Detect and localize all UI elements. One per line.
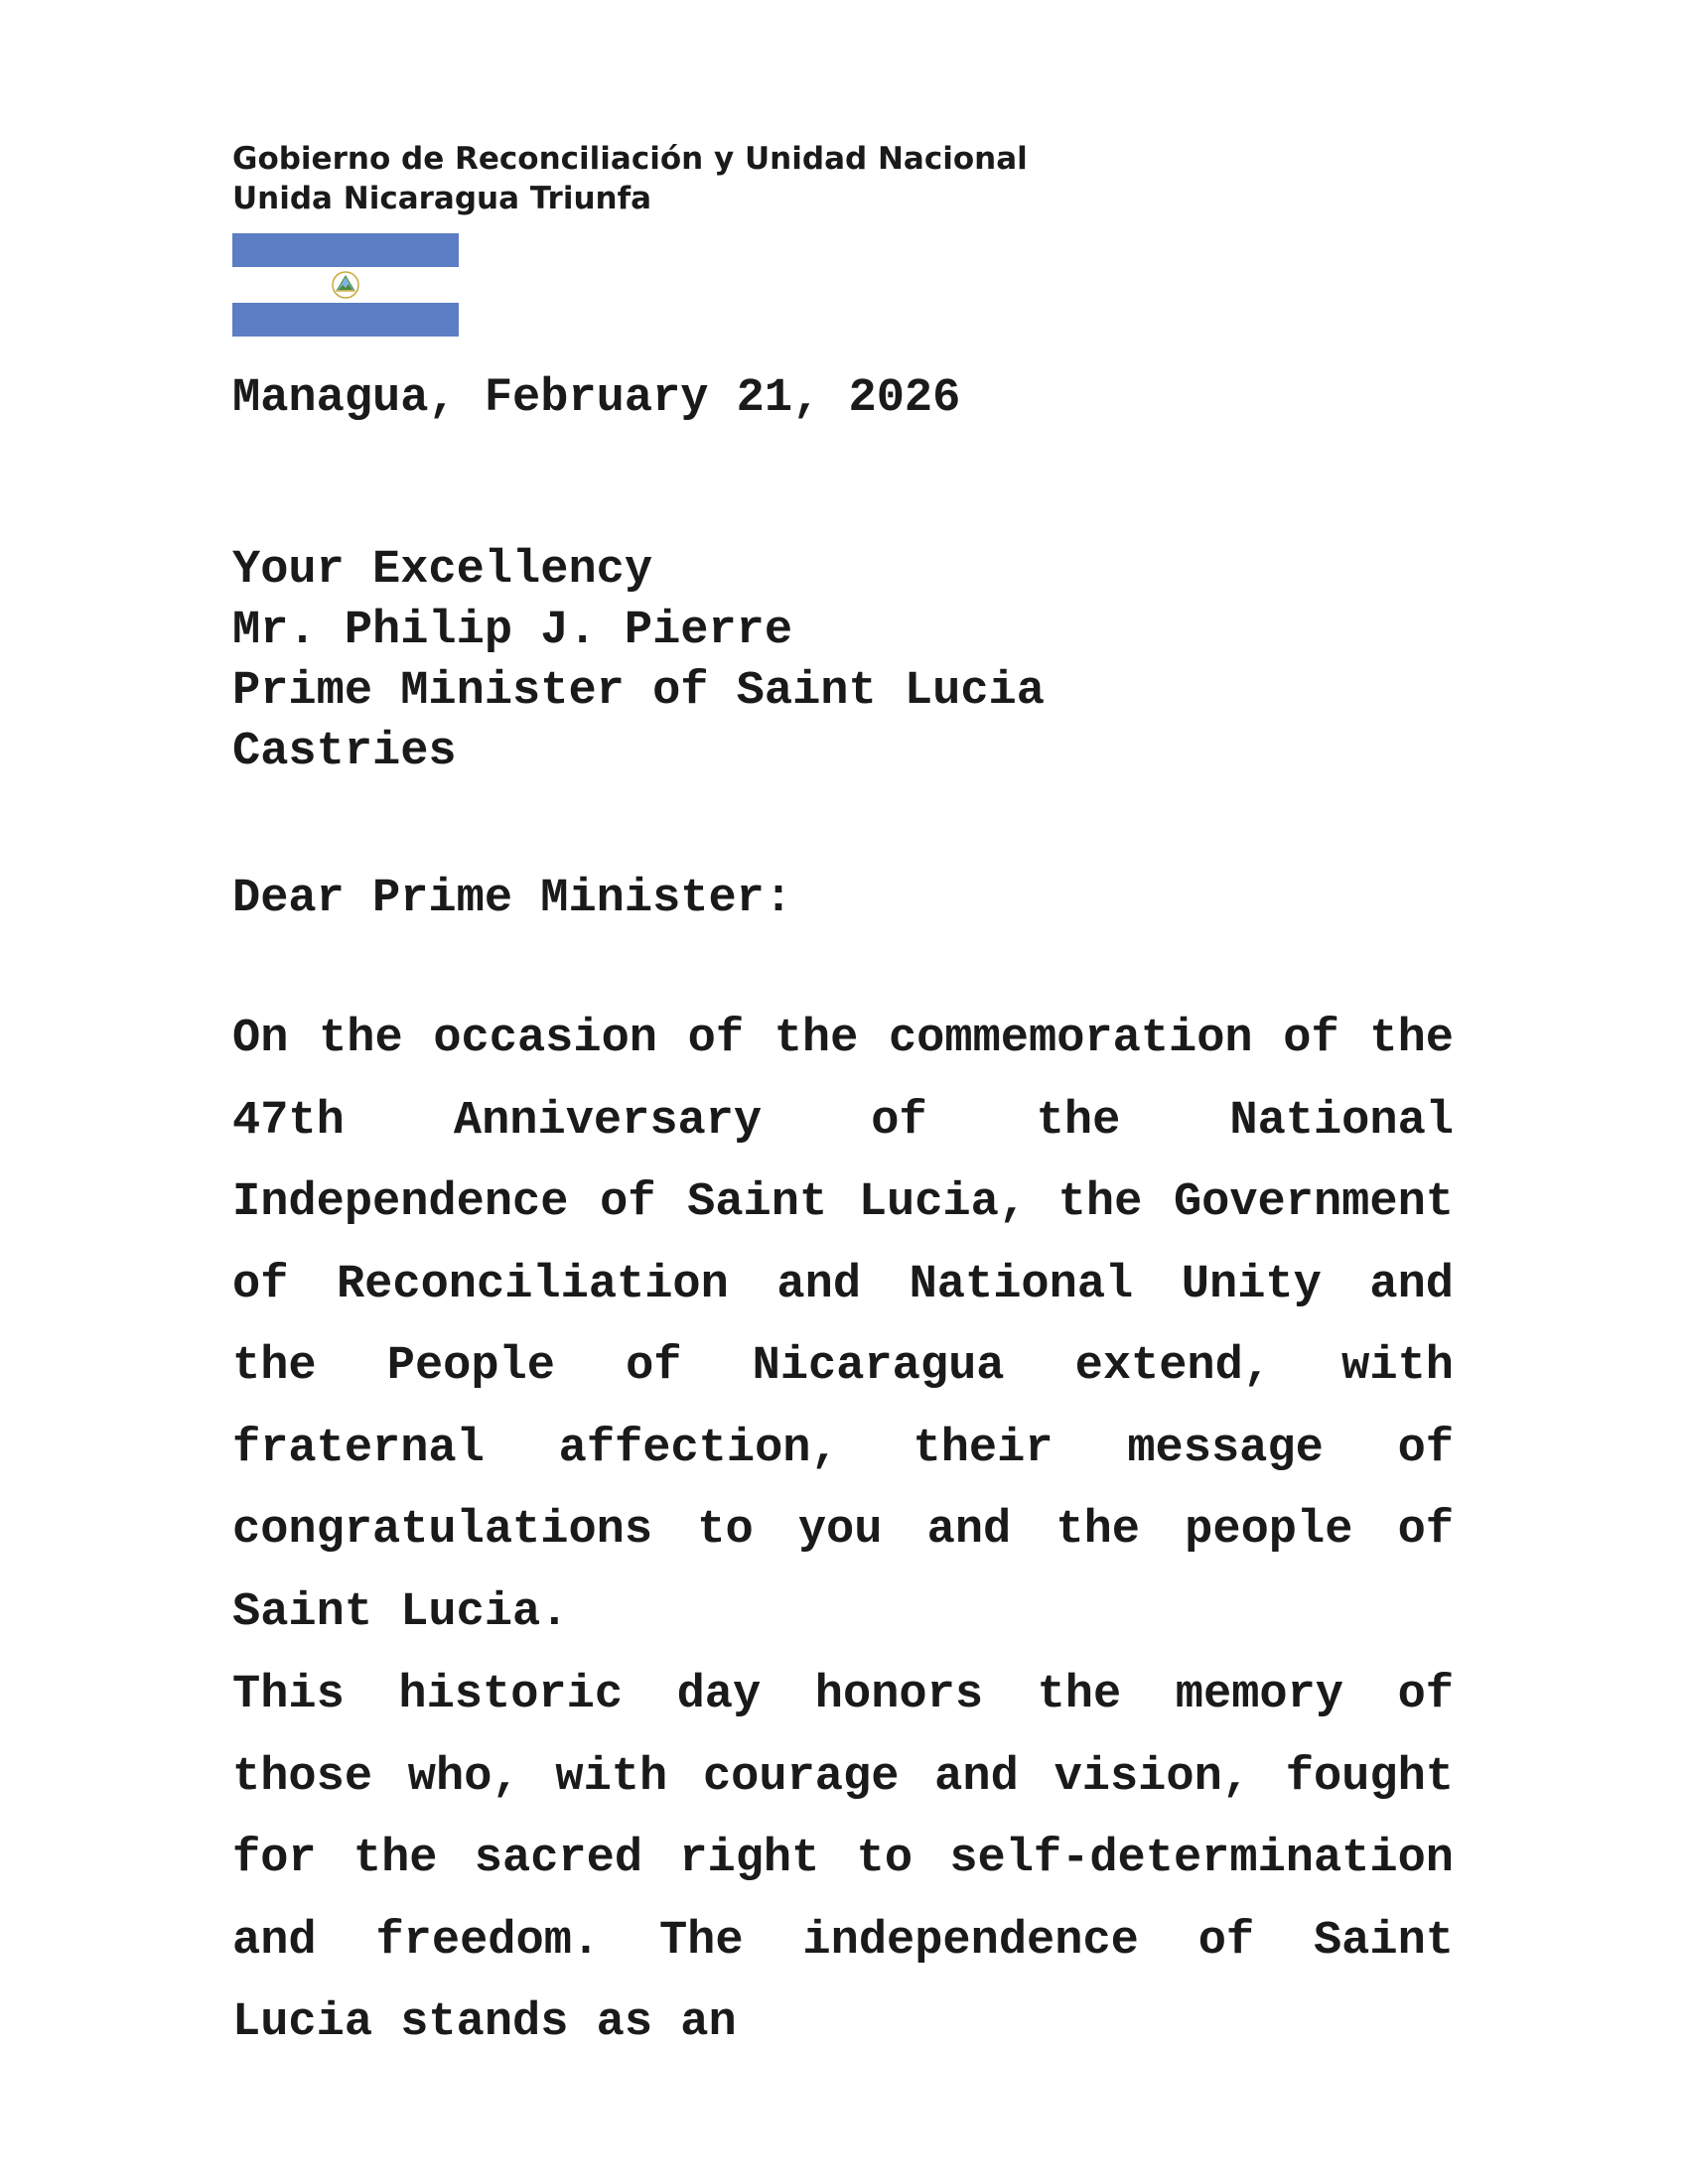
recipient-name: Mr. Philip J. Pierre: [232, 605, 793, 657]
recipient-city: Castries: [232, 726, 457, 778]
letterhead: [232, 139, 1028, 218]
body-paragraph-2: This historic day honors the memory of those who, with courage and vision, fought for the sacred right to self-determination and freedom. The independence of Saint Lucia stands as an: [232, 1669, 1454, 2049]
body-paragraph-1: On the occasion of the commemoration of the 47th Anniversary of the National Independence of Saint Lucia, the Government of Reconciliation and National Unity and the People of Nicaragua extend, with fraternal affection, their message of congratulations to you and the people of Saint Lucia.: [232, 1013, 1454, 1639]
coat-of-arms-icon: [330, 270, 361, 300]
recipient-position: Prime Minister of Saint Lucia: [232, 665, 1045, 718]
recipient-honorific: Your Excellency: [232, 544, 653, 597]
letterhead-government-name: Gobierno de Reconciliación y Unidad Nacional: [232, 141, 1028, 177]
recipient-address: [232, 540, 1045, 782]
letterhead-slogan: Unida Nicaragua Triunfa: [232, 181, 652, 216]
flag-top-band: [232, 233, 459, 267]
nicaragua-flag-icon: [232, 233, 459, 337]
letter-greeting: Dear Prime Minister:: [232, 873, 793, 925]
flag-bottom-band: [232, 303, 459, 337]
letter-date: Managua, February 21, 2026: [232, 372, 961, 425]
